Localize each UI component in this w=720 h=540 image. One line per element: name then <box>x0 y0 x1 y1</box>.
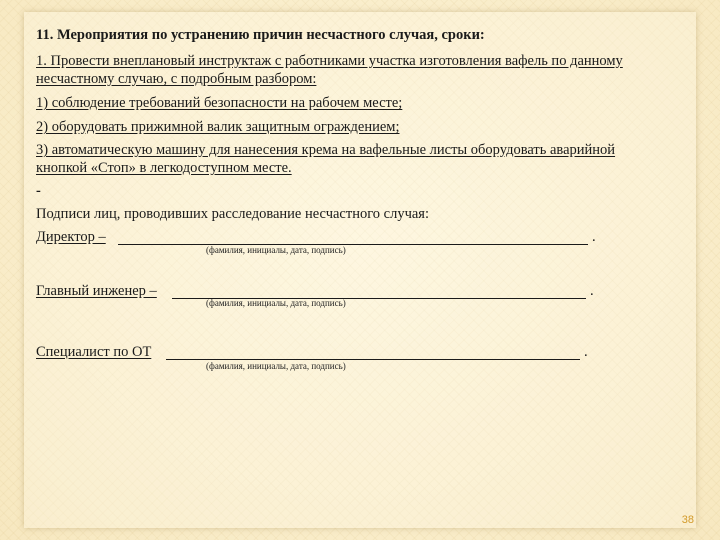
signature-line-chief-engineer <box>172 282 586 299</box>
signature-hint-chief-engineer: (фамилия, инициалы, дата, подпись) <box>206 298 346 308</box>
signature-line-director <box>118 228 588 245</box>
measure-line-2: несчастному случаю, с подробным разбором: <box>36 71 317 87</box>
signature-hint-safety-specialist: (фамилия, инициалы, дата, подпись) <box>206 361 346 371</box>
signature-hint-director: (фамилия, инициалы, дата, подпись) <box>206 245 346 255</box>
signature-role-safety-specialist: Специалист по ОТ <box>36 344 152 360</box>
page-number: 38 <box>681 514 694 526</box>
dash-mark: - <box>36 183 41 199</box>
signature-role-director: Директор – <box>36 229 106 245</box>
document-page <box>24 12 696 528</box>
measure-item-2: 2) оборудовать прижимной валик защитным ограждением; <box>36 119 400 135</box>
signature-end-safety-specialist: . <box>584 344 588 360</box>
measure-line-1: 1. Провести внеплановый инструктаж с работниками участка изготовления вафель по данному <box>36 53 623 69</box>
section-heading: 11. Мероприятия по устранению причин несчастного случая, сроки: <box>36 27 485 43</box>
measure-item-3-cont: кнопкой «Стоп» в легкодоступном месте. <box>36 160 292 176</box>
measure-item-1: 1) соблюдение требований безопасности на рабочем месте; <box>36 95 403 111</box>
signature-end-director: . <box>592 229 596 245</box>
signature-end-chief-engineer: . <box>590 283 594 299</box>
measure-item-3: 3) автоматическую машину для нанесения крема на вафельные листы оборудовать аварийной <box>36 142 616 158</box>
signature-role-chief-engineer: Главный инженер – <box>36 283 157 299</box>
signatures-title: Подписи лиц, проводивших расследование несчастного случая: <box>36 206 430 222</box>
signature-line-safety-specialist <box>166 343 580 360</box>
